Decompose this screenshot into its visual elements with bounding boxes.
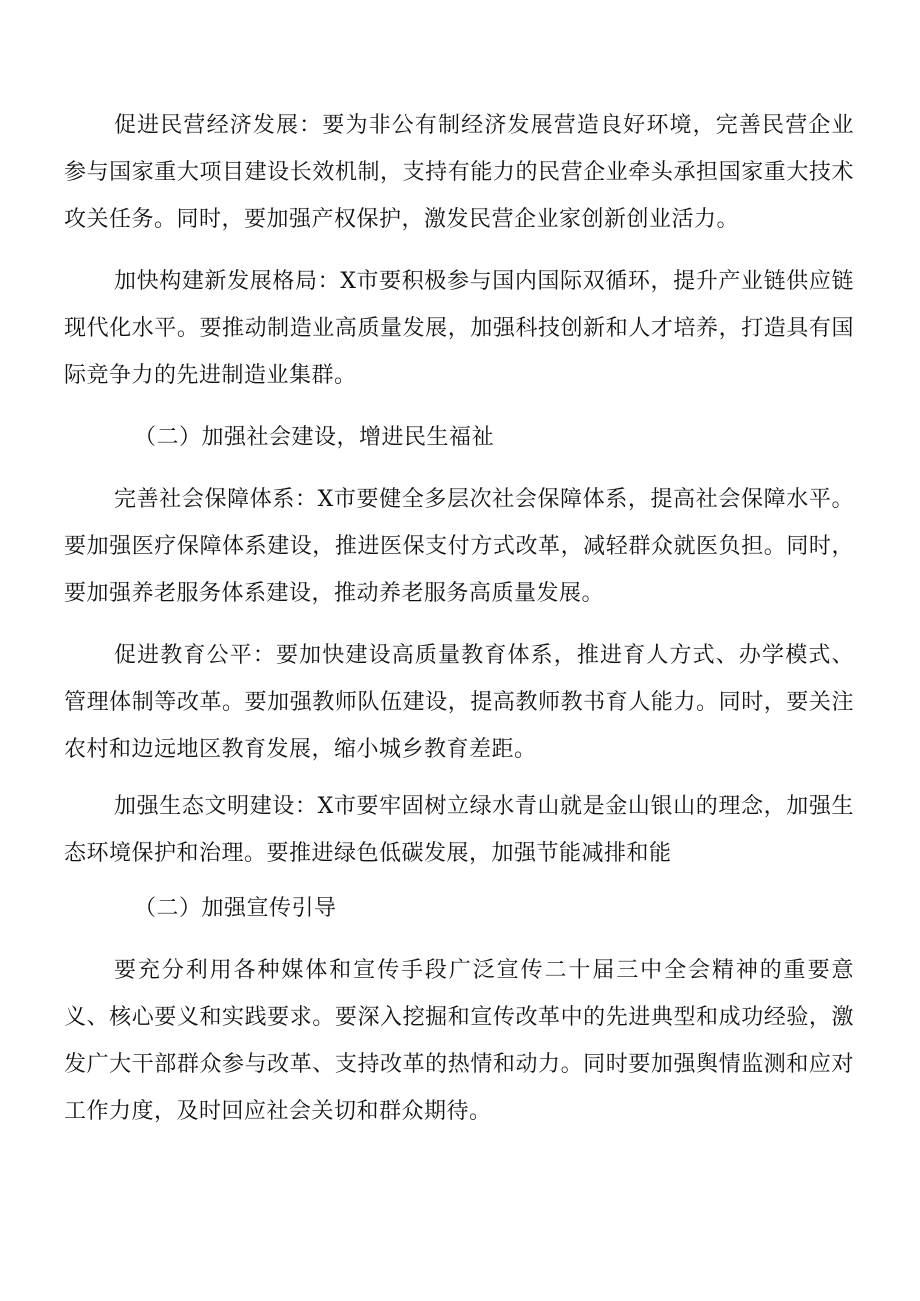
paragraph-new-development-pattern: 加快构建新发展格局：X市要积极参与国内国际双循环，提升产业链供应链现代化水平。要推动制造业高质量发展，加强科技创新和人才培养，打造具有国际竞争力的先进制造业集群。 [64,269,854,388]
paragraph-private-economy: 促进民营经济发展：要为非公有制经济发展营造良好环境，完善民营企业参与国家重大项目建设长效机制，支持有能力的民营企业牵头承担国家重大技术攻关任务。同时，要加强产权保护，激发民营企业家创新创业活力。 [64,113,854,232]
section-heading-publicity: （二）加强宣传引导 [134,896,337,921]
paragraph-social-security: 完善社会保障体系：X市要健全多层次社会保障体系，提高社会保障水平。要加强医疗保障体系建设，推进医保支付方式改革，减轻群众就医负担。同时，要加强养老服务体系建设，推动养老服务高质量发展。 [64,487,854,606]
document-body [64,102,854,1150]
paragraph-ecological-civilization: 加强生态文明建设：X市要牢固树立绿水青山就是金山银山的理念，加强生态环境保护和治理。要推进绿色低碳发展，加强节能减排和能 [64,794,854,866]
paragraph-education-equity: 促进教育公平：要加快建设高质量教育体系，推进育人方式、办学模式、管理体制等改革。要加强教师队伍建设，提高教师教书育人能力。同时，要关注农村和边远地区教育发展，缩小城乡教育差距。 [64,643,854,762]
paragraph-publicity-guidance: 要充分利用各种媒体和宣传手段广泛宣传二十届三中全会精神的重要意义、核心要义和实践要求。要深入挖掘和宣传改革中的先进典型和成功经验，激发广大干部群众参与改革、支持改革的热情和动力。同时要加强舆情监测和应对工作力度，及时回应社会关切和群众期待。 [64,958,854,1124]
section-heading-social-construction: （二）加强社会建设，增进民生福祉 [134,425,495,450]
